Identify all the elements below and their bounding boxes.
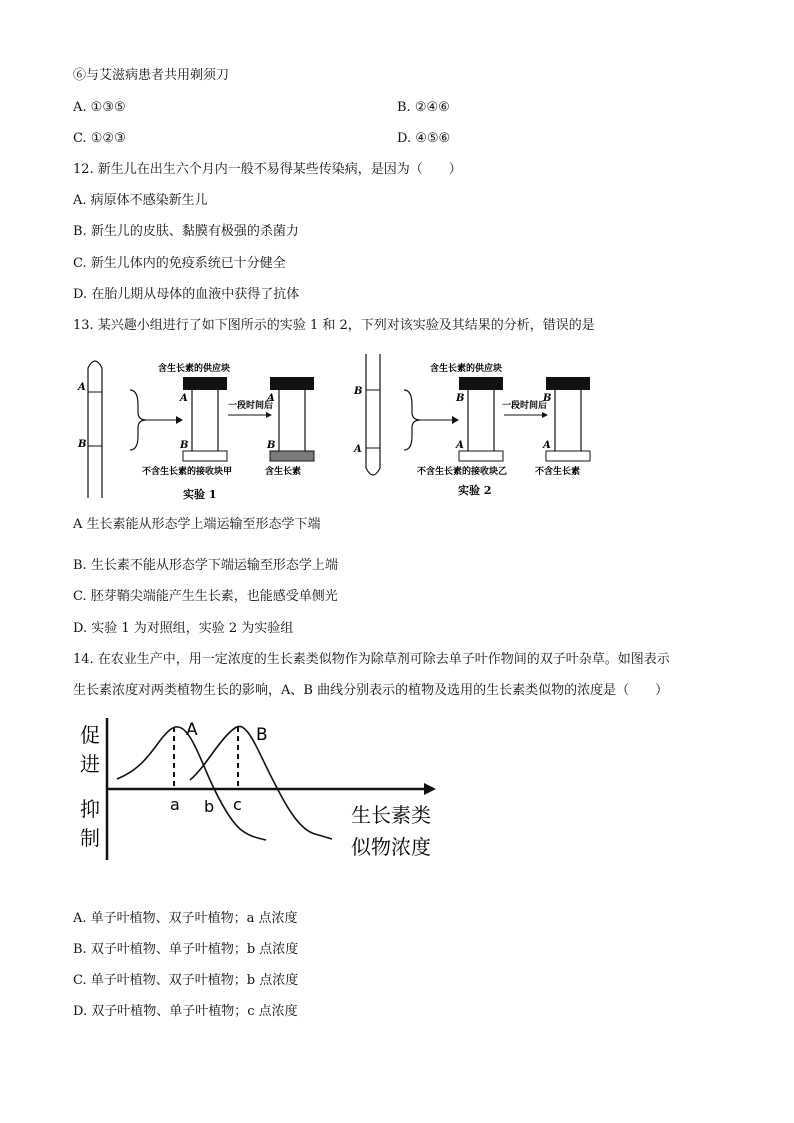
q14-option-a[interactable]: A. 单子叶植物、双子叶植物；a 点浓度 — [73, 911, 298, 926]
exp2-after-bottom-letter: A — [543, 440, 551, 451]
exp1-coleoptile — [88, 361, 102, 498]
exp2-coleoptile — [366, 354, 380, 475]
q14-stem-line-2: 生长素浓度对两类植物生长的影响，A、B 曲线分别表示的植物及选用的生长素类似物的浓度是（ ） — [73, 683, 669, 698]
exp2-caption: 实验 2 — [458, 484, 492, 497]
q14-option-d[interactable]: D. 双子叶植物、单子叶植物；c 点浓度 — [73, 1004, 298, 1019]
graph-y-label-char-2: 进 — [80, 752, 100, 776]
exp1-segment-bottom-letter: B — [180, 440, 189, 451]
q14-growth-graph — [70, 712, 450, 877]
exp1-donor-label: 含生长素的供应块 — [158, 364, 231, 374]
exp1-arrow-label: 一段时间后 — [228, 401, 274, 411]
graph-x-label-line-1: 生长素类 — [351, 803, 431, 827]
exp2-brace — [404, 390, 420, 450]
exp2-coleoptile-bottom-letter: A — [354, 444, 362, 455]
q13-option-b[interactable]: B. 生长素不能从形态学下端运输至形态学上端 — [73, 558, 338, 573]
q11-option-c[interactable]: C. ①②③ — [73, 131, 126, 146]
exp1-donor-block — [183, 377, 227, 390]
graph-point-a-label: a — [170, 795, 180, 814]
graph-y-label-char-4: 制 — [80, 826, 100, 850]
exp1-segment-top-letter: A — [180, 393, 188, 404]
exp1-brace — [130, 390, 146, 450]
q13-option-d[interactable]: D. 实验 1 为对照组，实验 2 为实验组 — [73, 621, 294, 636]
exp2-receiver-block-after — [546, 451, 590, 461]
exp1-receiver-block-after — [270, 451, 314, 461]
exp2-segment-bottom-letter: A — [456, 440, 464, 451]
q12-option-d[interactable]: D. 在胎儿期从母体的血液中获得了抗体 — [73, 287, 300, 302]
exp1-time-arrow — [266, 412, 272, 418]
exp1-caption: 实验 1 — [183, 488, 217, 501]
graph-y-label-char-1: 促 — [80, 723, 100, 747]
exp1-after-top-letter: A — [267, 393, 275, 404]
exp2-segment-top-letter: B — [456, 393, 465, 404]
q12-stem: 12. 新生儿在出生六个月内一般不易得某些传染病，是因为（ ） — [73, 162, 462, 177]
exp2-donor-label: 含生长素的供应块 — [430, 364, 503, 374]
exp1-result-label: 含生长素 — [265, 467, 302, 477]
exp1-coleoptile-bottom-letter: B — [78, 439, 87, 450]
exp2-receiver-label: 不含生长素的接收块乙 — [417, 467, 508, 477]
q13-stem: 13. 某兴趣小组进行了如下图所示的实验 1 和 2，下列对该实验及其结果的分析，错误的是 — [73, 318, 595, 333]
q12-option-c[interactable]: C. 新生儿体内的免疫系统已十分健全 — [73, 256, 286, 271]
q14-stem-line-1: 14. 在农业生产中，用一定浓度的生长素类似物作为除草剂可除去单子叶作物间的双子叶杂草。如图表示 — [73, 652, 670, 667]
q13-option-c[interactable]: C. 胚芽鞘尖端能产生生长素，也能感受单侧光 — [73, 589, 338, 604]
q13-option-a[interactable]: A 生长素能从形态学上端运输至形态学下端 — [73, 517, 321, 532]
exp1-receiver-label: 不含生长素的接收块甲 — [142, 467, 233, 477]
exp2-result-label: 不含生长素 — [535, 467, 581, 477]
graph-x-axis-arrowhead — [424, 783, 436, 795]
graph-curve-a — [117, 727, 266, 840]
q11-option-d[interactable]: D. ④⑤⑥ — [397, 131, 451, 146]
graph-curve-b-label: B — [256, 725, 268, 745]
graph-point-c-label: c — [233, 795, 242, 814]
q13-experiment-figure — [70, 350, 630, 505]
exp2-coleoptile-top-letter: B — [354, 386, 363, 397]
exp2-after-top-letter: B — [543, 393, 552, 404]
q11-item-6: ⑥与艾滋病患者共用剃须刀 — [73, 68, 230, 83]
exp2-time-arrow — [542, 412, 548, 418]
exp1-after-bottom-letter: B — [267, 440, 276, 451]
exp1-receiver-block — [183, 451, 227, 461]
graph-point-b-label: b — [204, 797, 215, 816]
graph-curve-a-label: A — [186, 720, 198, 740]
q11-option-a[interactable]: A. ①③⑤ — [73, 100, 126, 115]
graph-y-label-char-3: 抑 — [80, 797, 100, 821]
q11-option-b[interactable]: B. ②④⑥ — [397, 100, 450, 115]
exp1-coleoptile-top-letter: A — [78, 382, 86, 393]
q12-option-b[interactable]: B. 新生儿的皮肤、黏膜有极强的杀菌力 — [73, 224, 299, 239]
exp2-donor-block — [459, 377, 503, 390]
exp2-brace-arrowhead — [452, 416, 459, 424]
q14-option-c[interactable]: C. 单子叶植物、双子叶植物；b 点浓度 — [73, 973, 299, 988]
exp1-brace-arrowhead — [176, 416, 183, 424]
exp1-donor-block-after — [270, 377, 314, 390]
exp2-receiver-block — [459, 451, 503, 461]
exp2-donor-block-after — [546, 377, 590, 390]
graph-x-label-line-2: 似物浓度 — [351, 835, 431, 859]
exp2-arrow-label: 一段时间后 — [502, 401, 548, 411]
q14-option-b[interactable]: B. 双子叶植物、单子叶植物；b 点浓度 — [73, 942, 299, 957]
q12-option-a[interactable]: A. 病原体不感染新生儿 — [73, 193, 208, 208]
